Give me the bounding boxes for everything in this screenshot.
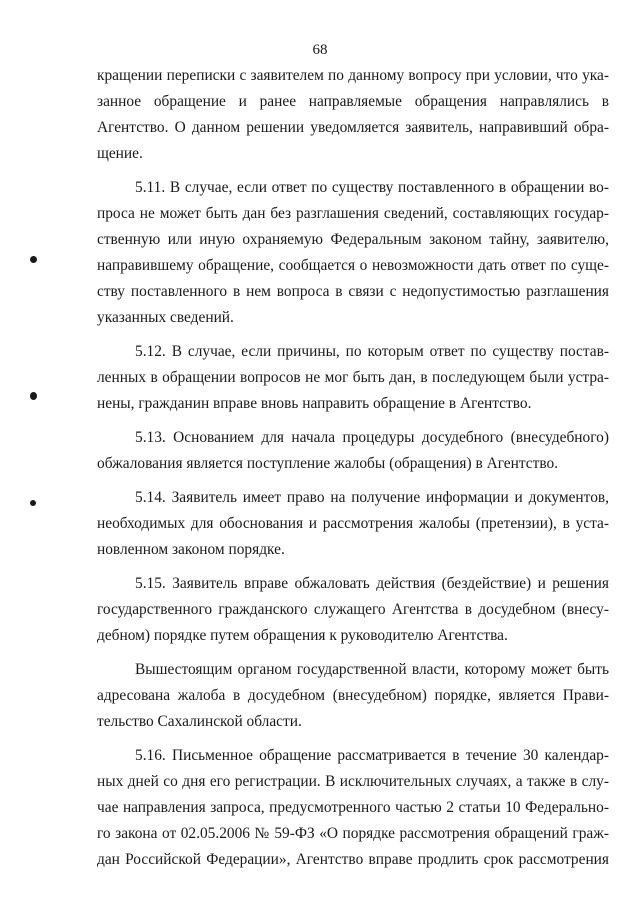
paragraph-gap: [97, 563, 609, 571]
text-line: государственного гражданского служащего Агентства в досудебном (внесу-: [97, 601, 609, 618]
text-line: обжалования является поступление жалобы (обращения) в Агентство.: [97, 455, 559, 472]
text-line: дебном) порядке путем обращения к руководителю Агентства.: [97, 627, 508, 644]
text-line: ству поставленного в нем вопроса в связи с недопустимостью разглашения: [97, 283, 609, 300]
text-line: указанных сведений.: [97, 309, 234, 326]
paragraph: [97, 175, 609, 331]
text-line: го закона от 02.05.2006 № 59-ФЗ «О порядке рассмотрения обращений граж-: [97, 825, 609, 842]
text-line: 5.11. В случае, если ответ по существу поставленного в обращении во-: [135, 179, 609, 196]
paragraph-gap: [97, 167, 609, 175]
document-body: [97, 63, 609, 873]
paragraph-gap: [97, 331, 609, 339]
paragraph: [97, 485, 609, 563]
text-line: новленном законом порядке.: [97, 541, 285, 558]
paragraph-gap: [97, 649, 609, 657]
text-line: проса не может быть дан без разглашения сведений, составляющих государ-: [97, 205, 609, 222]
margin-mark: [30, 500, 36, 506]
text-line: щение.: [97, 145, 143, 162]
paragraph-gap: [97, 417, 609, 425]
text-line: адресована жалоба в досудебном (внесудебном) порядке, является Прави-: [97, 687, 609, 704]
text-line: дан Российской Федерации», Агентство вправе продлить срок рассмотрения: [97, 851, 609, 868]
text-line: занное обращение и ранее направляемые обращения направлялись в: [97, 93, 609, 110]
text-line: 5.12. В случае, если причины, по которым ответ по существу постав-: [135, 343, 609, 360]
text-line: кращении переписки с заявителем по данному вопросу при условии, что ука-: [97, 67, 609, 84]
text-line: ственную или иную охраняемую Федеральным законом тайну, заявителю,: [97, 231, 609, 248]
text-line: нены, гражданин вправе вновь направить обращение в Агентство.: [97, 395, 532, 412]
paragraph: [97, 571, 609, 649]
text-line: направившему обращение, сообщается о невозможности дать ответ по суще-: [97, 257, 609, 274]
text-line: чае направления запроса, предусмотренного частью 2 статьи 10 Федерально-: [97, 799, 609, 816]
paragraph: [97, 743, 609, 873]
margin-mark: [30, 256, 37, 263]
paragraph: [97, 63, 609, 167]
paragraph-gap: [97, 477, 609, 485]
text-line: 5.14. Заявитель имеет право на получение информации и документов,: [135, 489, 609, 506]
paragraph: [97, 657, 609, 735]
margin-mark: [30, 392, 37, 400]
text-line: необходимых для обоснования и рассмотрения жалобы (претензии), в уста-: [97, 515, 609, 532]
text-line: 5.15. Заявитель вправе обжаловать действия (бездействие) и решения: [135, 575, 609, 592]
paragraph-gap: [97, 735, 609, 743]
text-line: ленных в обращении вопросов не мог быть дан, в последующем были устра-: [97, 369, 609, 386]
text-line: Вышестоящим органом государственной власти, которому может быть: [135, 661, 609, 678]
page-number: 68: [312, 42, 328, 58]
paragraph: [97, 425, 609, 477]
text-line: Агентство. О данном решении уведомляется заявитель, направивший обра-: [97, 119, 609, 136]
text-line: ных дней со дня его регистрации. В исключительных случаях, а также в слу-: [97, 773, 609, 790]
text-line: 5.16. Письменное обращение рассматривается в течение 30 календар-: [135, 747, 609, 764]
text-line: 5.13. Основанием для начала процедуры досудебного (внесудебного): [135, 429, 609, 446]
text-line: тельство Сахалинской области.: [97, 713, 302, 730]
paragraph: [97, 339, 609, 417]
